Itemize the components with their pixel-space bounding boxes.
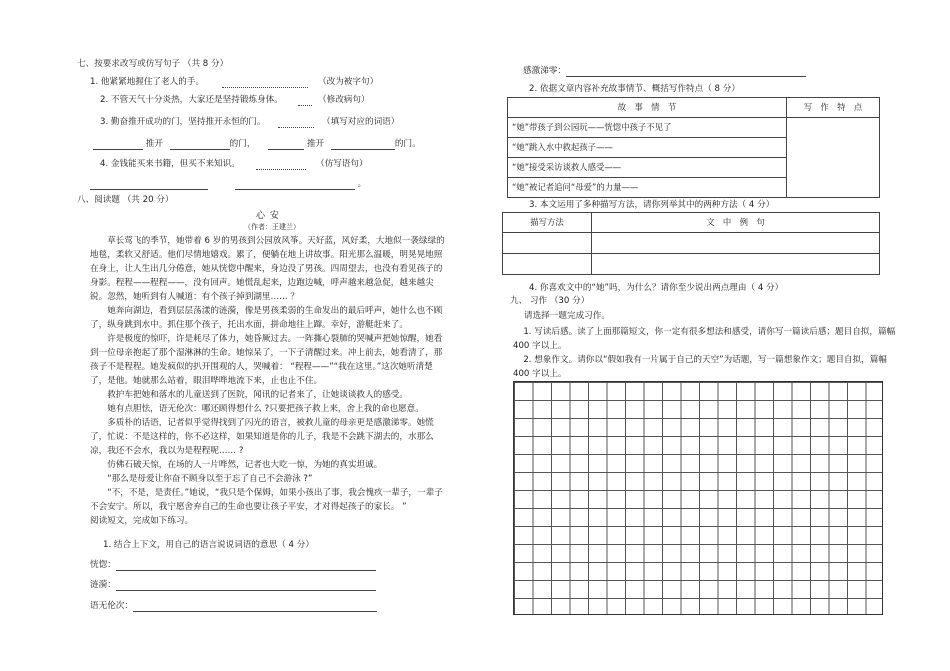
word-3-label: 语无伦次： [90,601,133,612]
q7-3-blank-1[interactable] [93,140,143,150]
section-9-title: 九、 习作 （30 分） [510,296,590,306]
story-author: （作者：王建兰） [244,223,300,231]
q7-3-push-2: 推开 [306,139,325,150]
story-instruction: 阅读短文，完成如下练习。 [90,516,194,526]
method-table-header-example: 文 中 例 句 [592,213,880,233]
word-1-answer-line[interactable] [116,561,376,571]
writing-intro: 请选择一题完成习作。 [524,311,610,321]
q7-3-push-1: 推开 [145,139,163,150]
word-1-row [90,561,376,571]
word-4-label: 感激涕零： [523,66,566,77]
plot-table-cell: “她”接受采访谈救人感受—— [508,158,787,178]
section-8-title: 八、阅读题 （共 20 分） [77,195,174,205]
word-3-row [90,602,377,612]
story-paragraph: 许是极度的惊吓，许是耗尽了体力，她昏厥过去。一阵撕心裂肺的哭喊声把她惊醒，她看到一位母亲抱起了那个湿淋淋的生命。她惊呆了，一下子清醒过来。冲上前去，她看清了，那孩子不是程程。她发疯似的扒开围观的人，哭喊着： “程程——”“我在这里。”这次她听清楚了，是他。她就那么站着，眼泪哗哗地流下来，止也止不住。 [90,334,443,386]
q7-2-answer-line[interactable] [298,96,312,106]
q7-3-answer-line[interactable] [278,118,314,128]
q7-4-answer-line[interactable] [256,160,306,170]
q7-4-end-mark: 。 [357,179,367,190]
story-paragraph: 她奔向湖边，看到层层荡漾的涟漪，像是男孩柔弱的生命发出的最后呼声，她什么也不顾了，纵身跳到水中。抓住那个孩子，托出水面，拼命地往上蹿。幸好，游艇赶来了。 [90,306,443,330]
q7-4-fill-row [90,180,366,190]
word-1-label: 恍惚： [90,560,116,571]
q7-1-text: 1. 他紧紧地握住了老人的手。 [90,77,205,87]
plot-table-header-plot: 故 事 情 节 [508,98,787,118]
story-paragraph: 仿佛石破天惊，在场的人一片哗然，记者也大吃一惊，为她的真实坦诚。 [107,460,383,470]
story-title: 心 安 [256,211,280,221]
q7-3-door-1: 的门， [229,139,256,150]
q7-3-text: 3. 勤奋推开成功的门，坚持推开永恒的门。 [100,117,266,127]
method-table-header-method: 描写方法 [503,213,592,233]
method-table [502,212,880,275]
q4-text: 4. 你喜欢文中的“她”吗，为什么？请你至少说出两点理由（ 4 分） [529,283,784,293]
q7-3-blank-4[interactable] [331,140,395,150]
story-paragraph: 她有点胆怯，语无伦次：哪还顾得想什么 ?只要把孩子救上来，舍上我的命也愿意。 [107,404,424,414]
word-4-answer-line[interactable] [566,67,806,77]
plot-table [507,97,880,198]
word-3-answer-line[interactable] [133,602,377,612]
q7-4-requirement: （仿写语句） [316,159,368,169]
writing-option-1: 1. 写读后感。读了上面那篇短文，你一定有很多想法和感受，请你写一篇读后感；题目自拟，篇幅 400 字以上。 [513,327,896,351]
q8-1-text: 1. 结合上下文，用自己的语言说说词语的意思（ 4 分） [103,540,314,550]
plot-table-cell: “她”跳入水中救起孩子—— [508,138,787,158]
story-paragraph: 草长莺飞的季节，她带着 6 岁的男孩到公园放风筝。天好蓝，风好柔，大地似一袭绿绿的地毯，柔软又舒适。他们尽情地嬉戏。累了，便躺在地上讲故事。阳光那么温暖，明晃晃地照在身上，让人生出几分倦意，她从恍惚中醒来，身边没了男孩。四周望去，也没有看见孩子的身影。程程——程程——，没有回声。她慌乱起来，边跑边喊，呼声越来越急促，越来越尖锐。忽然，她听到有人喊道：有个孩子掉到湖里…… ？ [90,236,445,302]
q7-3-door-2: 的门。 [394,139,421,150]
example-answer-cell[interactable] [592,254,880,275]
q7-1-requirement: （改为被字句） [318,77,379,87]
q7-4-blank-2[interactable] [235,180,355,190]
story-paragraph: 多质朴的话语，记者似乎觉得找到了闪光的语言，被救儿童的母亲更是感激涕零。她慌了，忙说：不是这样的，你不必这样，如果知道是你的儿子，我是不会跳下湖去的，水那么凉，我还不会水，我以为是程程呢…… ? [90,418,434,456]
q7-3-blank-2[interactable] [170,140,230,150]
section-7-title: 七、按要求改写或仿写句子 （共 8 分） [77,59,229,69]
composition-grid[interactable] [513,381,883,615]
q7-3-blank-3[interactable] [268,140,304,150]
q2-text: 2. 依据文章内容补充故事情节、概括写作特点（ 8 分） [529,84,740,94]
q7-3-fill-row [93,140,421,150]
writing-option-2: 2. 想象作文。请你以“假如我有一片属于自己的天空”为话题，写一篇想象作文；题目自拟，篇幅 400 字以上。 [513,355,887,379]
word-4-row [523,67,806,77]
example-answer-cell[interactable] [592,233,880,254]
q3-text: 3. 本文运用了多种描写方法，请你列举其中的两种方法（ 4 分） [529,200,775,210]
q7-4-blank-1[interactable] [90,180,208,190]
story-paragraph: 救护车把她和落水的儿童送到了医院，闻讯的记者来了，让她谈谈救人的感受。 [107,390,408,400]
q7-2-text: 2. 不管天气十分炎热，大家还是坚持锻炼身体。 [100,95,283,105]
q7-1-answer-line[interactable] [222,78,308,88]
plot-table-cell: “她”被记者追问“母爱”的力量—— [508,178,787,198]
q7-3-requirement: （填写对应的词语） [322,117,400,127]
plot-table-header-feature: 写 作 特 点 [787,98,880,118]
story-body [90,234,446,528]
plot-table-cell: “她”带孩子到公园玩——恍惚中孩子不见了 [508,118,787,138]
method-answer-cell[interactable] [503,233,592,254]
word-2-row [90,581,376,591]
story-paragraph: “那么是母爱让你奋不顾身以至于忘了自己不会游泳 ?” [107,474,313,484]
q7-4-text: 4. 金钱能买来书籍，但买不来知识。 [100,159,240,169]
story-paragraph: “不，不是，是责任。”她说，“我只是个保姆，如果小孩出了事，我会愧疚一辈子，一辈子不会安宁。所以，我宁愿舍弃自己的生命也要让孩子平安，才对得起孩子的家长。 ” [90,488,443,512]
word-2-label: 涟漪： [90,580,116,591]
method-answer-cell[interactable] [503,254,592,275]
feature-answer-cell[interactable] [787,118,880,198]
word-2-answer-line[interactable] [116,581,376,591]
q7-2-requirement: （修改病句） [318,95,370,105]
